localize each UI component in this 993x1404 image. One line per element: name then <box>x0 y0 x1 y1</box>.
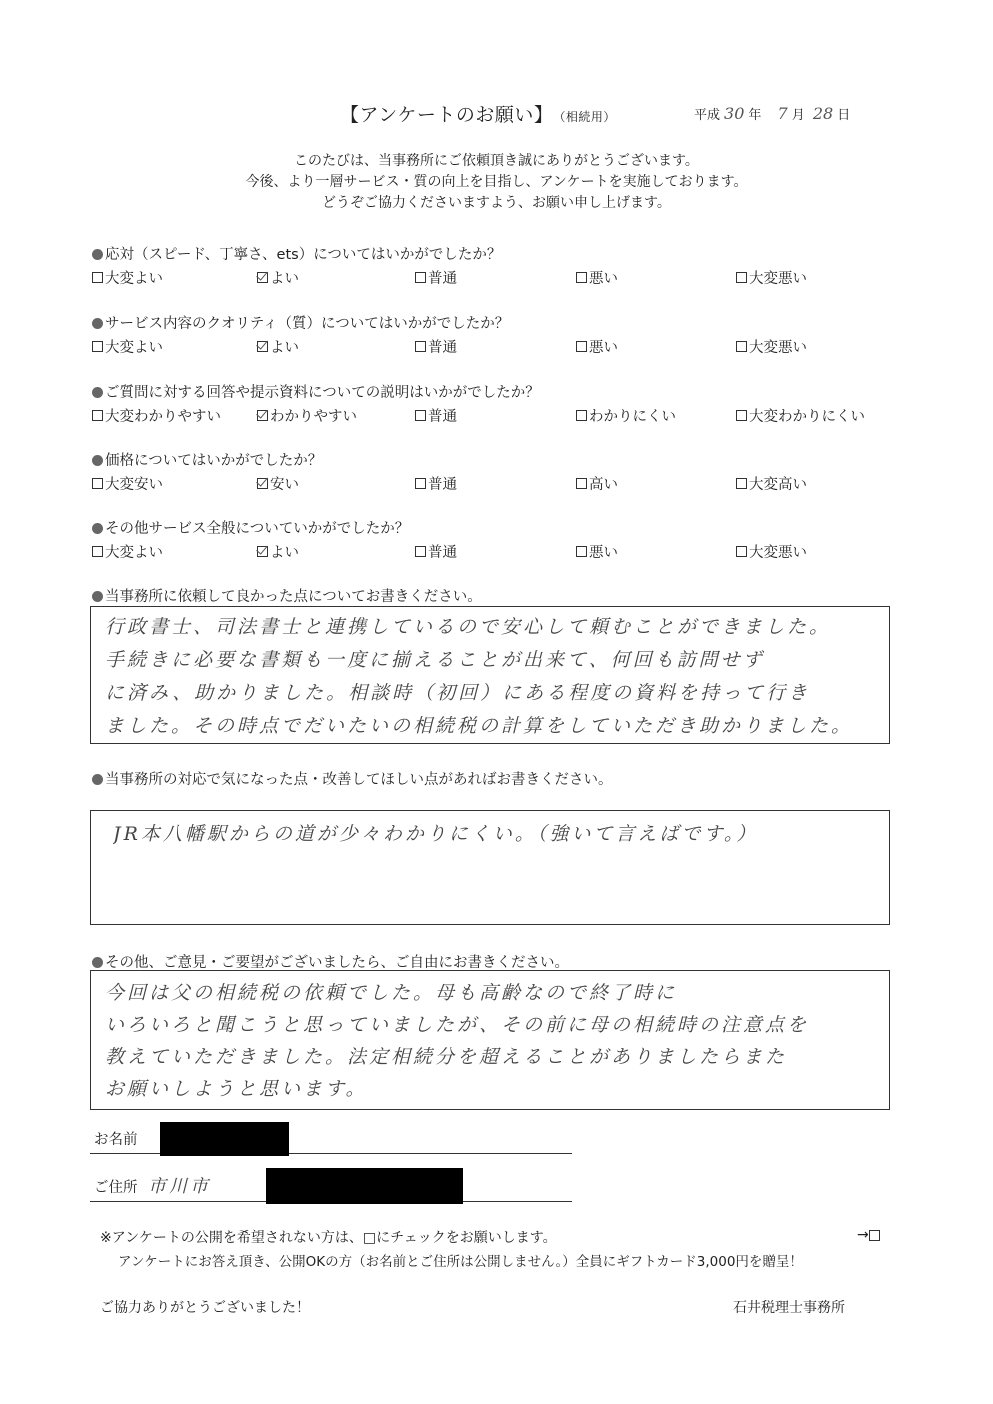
option-checkbox[interactable]: よい <box>257 267 299 288</box>
checkbox-icon[interactable] <box>257 410 268 421</box>
checkbox-icon[interactable] <box>736 272 747 283</box>
option-checkbox[interactable]: 大変わかりやすい <box>92 405 221 426</box>
option-checkbox[interactable]: 大変安い <box>92 473 163 494</box>
checkbox-icon[interactable] <box>736 546 747 557</box>
checkbox-icon[interactable] <box>92 272 103 283</box>
question-1-text: 応対（スピード、丁寧さ、ets）についてはいかがでしたか？ <box>92 243 501 264</box>
bullet-icon <box>92 523 103 534</box>
option-checkbox[interactable]: 悪い <box>576 336 618 357</box>
option-checkbox[interactable]: 大変悪い <box>736 336 807 357</box>
bullet-icon <box>92 318 103 329</box>
good-points-textbox[interactable]: 行政書士、司法書士と連携しているので安心して頼むことができました。 手続きに必要な書類も一度に揃えることが出来て、何回も訪問せず に済み、助かりました。相談時（初回）にある程度の資料を持って行き ました。その時点でだいたいの相続税の計算をしていただき助かりました。 <box>90 606 890 744</box>
option-checkbox[interactable]: 普通 <box>415 267 457 288</box>
survey-date: 平成 30 年 7 月 28 日 <box>694 104 851 123</box>
checkbox-icon[interactable] <box>576 546 587 557</box>
option-checkbox[interactable]: 普通 <box>415 473 457 494</box>
date-month[interactable]: 7 <box>777 104 788 123</box>
checkbox-icon[interactable] <box>92 341 103 352</box>
option-checkbox[interactable]: 普通 <box>415 541 457 562</box>
address-field[interactable] <box>90 1168 572 1202</box>
option-checkbox[interactable]: 大変よい <box>92 541 163 562</box>
intro-text: このたびは、当事務所にご依頼頂き誠にありがとうございます。 今後、より一層サービス・質の向上を目指し、アンケートを実施しております。 どうぞご協力くださいますよう、お願い申し上げます。 <box>245 153 748 211</box>
option-checkbox[interactable]: わかりにくい <box>576 405 676 426</box>
question-3-text: ご質問に対する回答や提示資料についての説明はいかがでしたか？ <box>92 381 540 402</box>
option-checkbox[interactable]: 大変よい <box>92 336 163 357</box>
option-checkbox[interactable]: 普通 <box>415 336 457 357</box>
bullet-icon <box>92 957 103 968</box>
thanks-text: ご協力ありがとうございました！ <box>100 1300 310 1316</box>
option-checkbox[interactable]: 普通 <box>415 405 457 426</box>
date-year[interactable]: 30 <box>724 104 745 123</box>
address-label: ご住所 <box>94 1180 138 1196</box>
arrow-right-icon: → <box>857 1227 869 1243</box>
publish-notice: ※アンケートの公開を希望されない方は、□にチェックをお願いします。 <box>100 1230 557 1246</box>
checkbox-icon[interactable] <box>576 478 587 489</box>
checkbox-icon[interactable] <box>92 546 103 557</box>
address-value: 市川市 <box>148 1176 211 1197</box>
option-checkbox[interactable]: わかりやすい <box>257 405 357 426</box>
checkbox-icon[interactable] <box>257 546 268 557</box>
bullet-icon <box>92 774 103 785</box>
option-checkbox[interactable]: 高い <box>576 473 618 494</box>
address-redaction <box>266 1168 463 1204</box>
bullet-icon <box>92 591 103 602</box>
title-subtitle: （相続用） <box>559 110 616 124</box>
name-label: お名前 <box>94 1132 138 1148</box>
option-checkbox[interactable]: 安い <box>257 473 299 494</box>
good-points-label: 当事務所に依頼して良かった点についてお書きください。 <box>92 585 482 606</box>
question-5-text: その他サービス全般についていかがでしたか？ <box>92 517 409 538</box>
name-redaction <box>160 1122 289 1156</box>
option-checkbox[interactable]: 大変悪い <box>736 267 807 288</box>
checkbox-icon[interactable] <box>257 478 268 489</box>
checkbox-icon[interactable] <box>415 410 426 421</box>
improvements-label: 当事務所の対応で気になった点・改善してほしい点があればお書きください。 <box>92 768 613 789</box>
checkbox-icon[interactable] <box>257 341 268 352</box>
checkbox-icon[interactable] <box>869 1230 880 1241</box>
checkbox-icon[interactable] <box>92 478 103 489</box>
checkbox-icon[interactable] <box>257 272 268 283</box>
checkbox-icon[interactable] <box>415 546 426 557</box>
gift-card-notice: アンケートにお答え頂き、公開OKの方（お名前とご住所は公開しません。）全員にギフトカード3,000円を贈呈！ <box>118 1254 803 1270</box>
option-checkbox[interactable]: 大変高い <box>736 473 807 494</box>
question-4-text: 価格についてはいかがでしたか？ <box>92 449 322 470</box>
checkbox-icon[interactable] <box>736 478 747 489</box>
option-checkbox[interactable]: 大変よい <box>92 267 163 288</box>
option-checkbox[interactable]: 悪い <box>576 267 618 288</box>
date-day[interactable]: 28 <box>812 104 834 123</box>
checkbox-icon[interactable] <box>576 410 587 421</box>
option-checkbox[interactable]: よい <box>257 336 299 357</box>
bullet-icon <box>92 249 103 260</box>
improvements-textbox[interactable]: JR本八幡駅からの道が少々わかりにくい。（強いて言えばです。） <box>90 810 890 925</box>
bullet-icon <box>92 455 103 466</box>
question-2-text: サービス内容のクオリティ（質）についてはいかがでしたか？ <box>92 312 509 333</box>
checkbox-icon[interactable] <box>415 272 426 283</box>
checkbox-icon[interactable] <box>415 341 426 352</box>
checkbox-icon[interactable] <box>92 410 103 421</box>
name-field[interactable] <box>90 1122 572 1154</box>
option-checkbox[interactable]: 大変わかりにくい <box>736 405 865 426</box>
other-comments-label: その他、ご意見・ご要望がございましたら、ご自由にお書きください。 <box>92 951 569 972</box>
survey-title <box>340 100 616 127</box>
other-comments-textbox[interactable]: 今回は父の相続税の依頼でした。母も高齢なので終了時に いろいろと聞こうと思っていましたが、その前に母の相続時の注意点を 教えていただきました。法定相続分を超えることがありましたらまた お願いしようと思います。 <box>90 970 890 1110</box>
opt-out-checkbox[interactable] <box>857 1227 882 1243</box>
checkbox-icon[interactable] <box>415 478 426 489</box>
option-checkbox[interactable]: よい <box>257 541 299 562</box>
title-text: 【アンケートのお願い】 <box>340 104 554 126</box>
option-checkbox[interactable]: 大変悪い <box>736 541 807 562</box>
bullet-icon <box>92 387 103 398</box>
option-checkbox[interactable]: 悪い <box>576 541 618 562</box>
checkbox-icon[interactable] <box>576 341 587 352</box>
checkbox-icon[interactable] <box>736 410 747 421</box>
checkbox-icon[interactable] <box>736 341 747 352</box>
checkbox-icon[interactable] <box>576 272 587 283</box>
office-name: 石井税理士事務所 <box>733 1300 845 1316</box>
